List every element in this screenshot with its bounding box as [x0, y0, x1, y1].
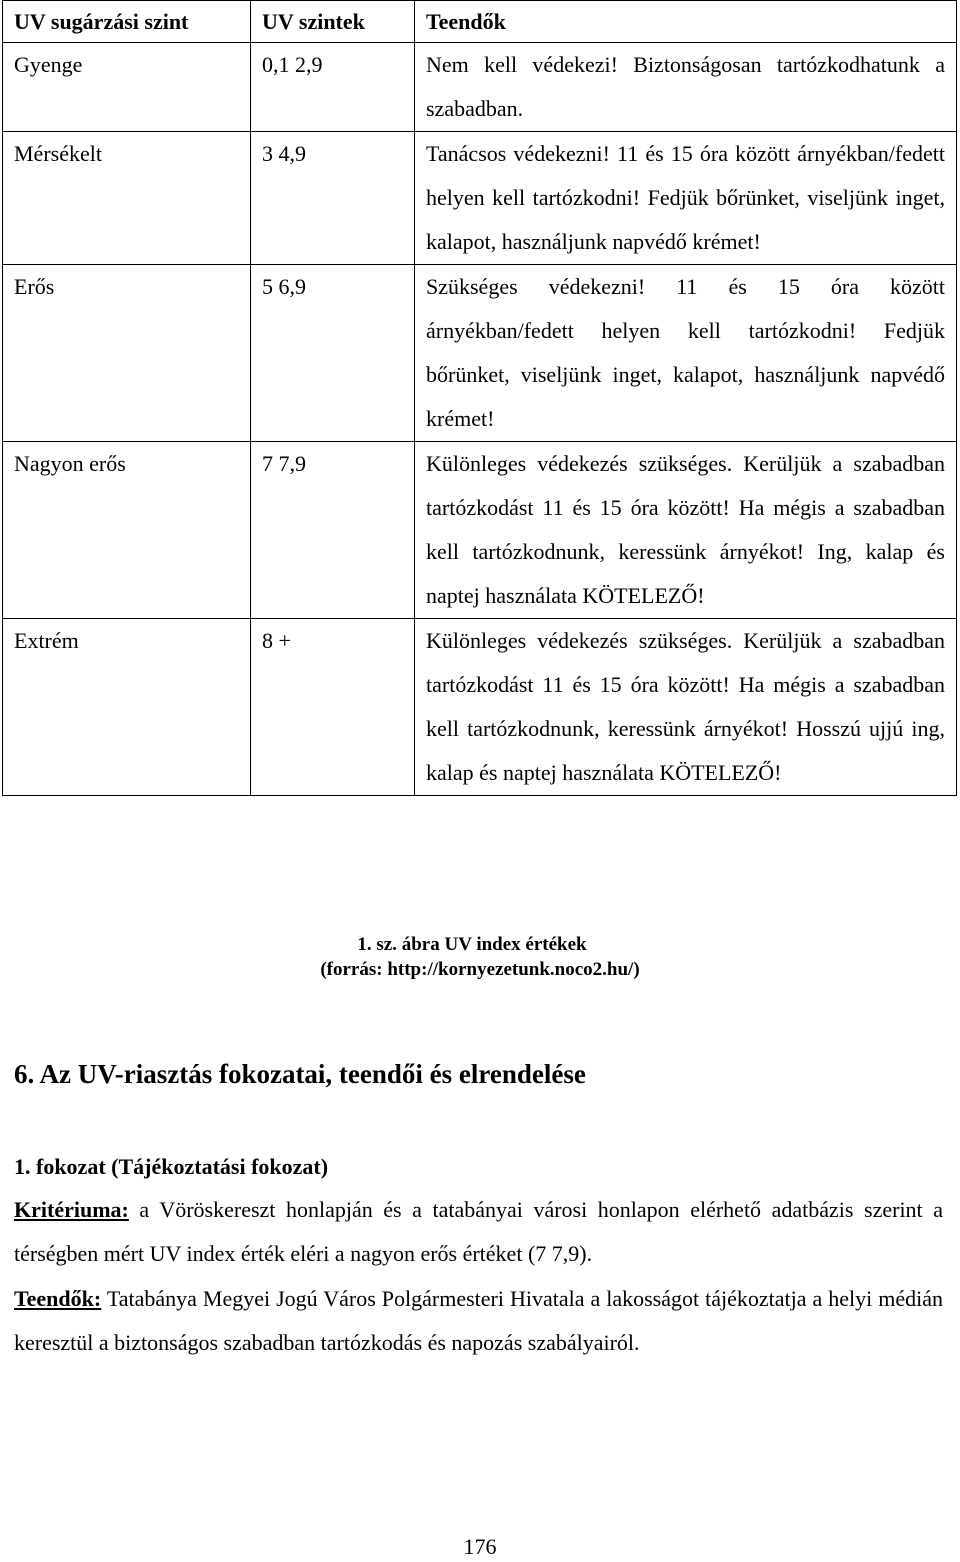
- header-actions: Teendők: [415, 1, 957, 43]
- table-row: [3, 619, 957, 796]
- level-subheading: 1. fokozat (Tájékoztatási fokozat): [14, 1154, 329, 1179]
- uv-action-cell: Nem kell védekezi! Biztonságosan tartózkodhatunk a szabadban.: [415, 43, 957, 132]
- uv-range-cell: 7 7,9: [251, 442, 415, 619]
- table-header-row: [3, 1, 957, 43]
- uv-action-cell: Különleges védekezés szükséges. Kerüljük a szabadban tartózkodást 11 és 15 óra között! Ha mégis a szabadban kell tartózkodnunk, keressünk árnyékot! Hosszú ujjú ing, kalap és naptej használata KÖTELEZŐ!: [415, 619, 957, 796]
- section-heading: 6. Az UV-riasztás fokozatai, teendői és elrendelése: [14, 1059, 586, 1089]
- table-row: [3, 265, 957, 442]
- page-number: 176: [463, 1534, 497, 1559]
- figure-source: (forrás: http://kornyezetunk.noco2.hu/): [320, 959, 640, 980]
- uv-range-cell: 8 +: [251, 619, 415, 796]
- uv-level-cell: Extrém: [3, 619, 251, 796]
- table-row: [3, 43, 957, 132]
- header-uv-level: UV sugárzási szint: [3, 1, 251, 43]
- table-row: [3, 442, 957, 619]
- uv-level-cell: Mérsékelt: [3, 132, 251, 265]
- uv-index-table: [2, 0, 957, 796]
- uv-range-cell: 0,1 2,9: [251, 43, 415, 132]
- uv-action-cell: Különleges védekezés szükséges. Kerüljük a szabadban tartózkodást 11 és 15 óra között! Ha mégis a szabadban kell tartózkodnunk, keressünk árnyékot! Ing, kalap és naptej használata KÖTELEZŐ!: [415, 442, 957, 619]
- uv-level-cell: Nagyon erős: [3, 442, 251, 619]
- criteria-paragraph: [14, 1188, 943, 1276]
- tasks-text: Tatabánya Megyei Jogú Város Polgármesteri Hivatala a lakosságot tájékoztatja a helyi médián keresztül a biztonságos szabadban tartózkodás és napozás szabályairól.: [14, 1286, 943, 1355]
- uv-level-cell: Erős: [3, 265, 251, 442]
- criteria-label: Kritériuma:: [14, 1197, 129, 1222]
- uv-level-cell: Gyenge: [3, 43, 251, 132]
- uv-range-cell: 3 4,9: [251, 132, 415, 265]
- table-row: [3, 132, 957, 265]
- criteria-text: a Vöröskereszt honlapján és a tatabányai városi honlapon elérhető adatbázis szerint a térségben mért UV index érték eléri a nagyon erős értéket (7 7,9).: [14, 1197, 943, 1266]
- figure-caption: 1. sz. ábra UV index értékek: [357, 934, 587, 955]
- header-uv-range: UV szintek: [251, 1, 415, 43]
- uv-range-cell: 5 6,9: [251, 265, 415, 442]
- uv-action-cell: Tanácsos védekezni! 11 és 15 óra között árnyékban/fedett helyen kell tartózkodni! Fedjük bőrünket, viseljünk inget, kalapot, használjunk napvédő krémet!: [415, 132, 957, 265]
- tasks-paragraph: [14, 1277, 943, 1365]
- uv-action-cell: Szükséges védekezni! 11 és 15 óra között árnyékban/fedett helyen kell tartózkodni! Fedjük bőrünket, viseljünk inget, kalapot, használjunk napvédő krémet!: [415, 265, 957, 442]
- tasks-label: Teendők:: [14, 1286, 102, 1311]
